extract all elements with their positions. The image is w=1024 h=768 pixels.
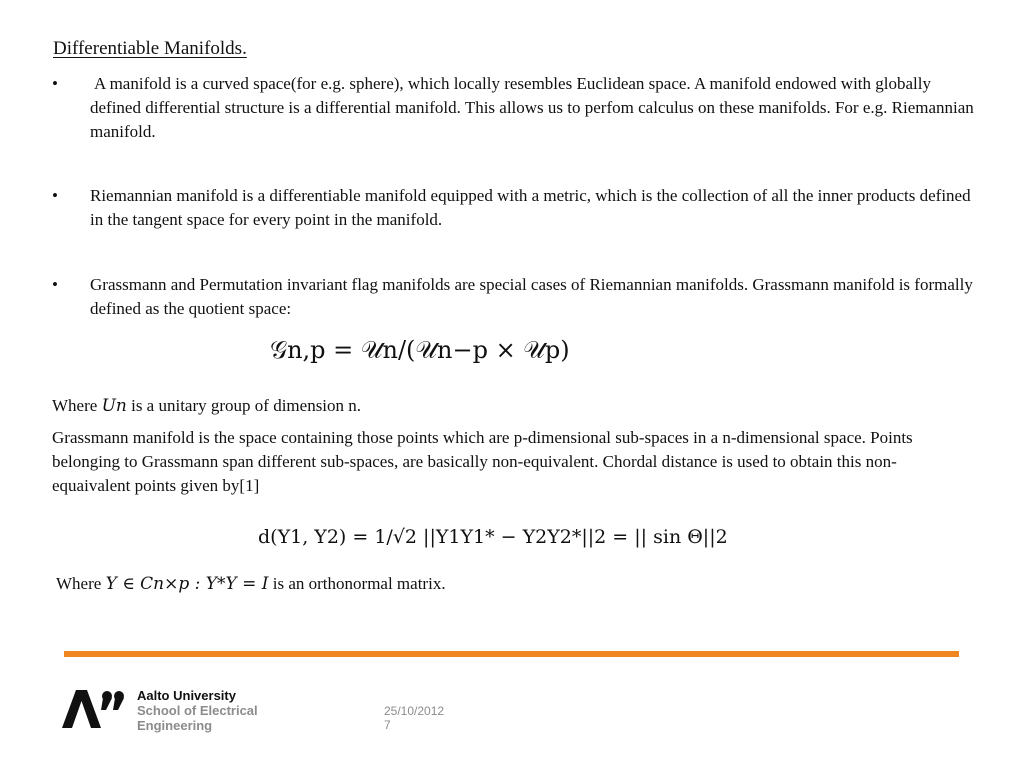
organization-name (137, 688, 258, 733)
where-prefix: Where (56, 574, 106, 593)
chordal-distance-equation (258, 526, 728, 548)
bullet-icon: • (52, 186, 58, 205)
grassmann-paragraph: Grassmann manifold is the space containing those points which are p-dimensional sub-spaces in a n-dimensional space. Points belonging to Grassmann span different sub-spaces, are basically non-equivalent. Chordal distance is used to obtain this non-equaivalent points given by[1] (52, 428, 913, 495)
where-suffix: is a unitary group of dimension n. (126, 396, 362, 415)
equation-text: 𝒢n,p = 𝒰n/(𝒰n−p × 𝒰p) (270, 336, 570, 364)
slide-date: 25/10/2012 (384, 704, 445, 718)
bullet-text: Riemannian manifold is a differentiable manifold equipped with a metric, which is the collection of all the inner products defined in the tangent space for every point in the manifold. (90, 186, 971, 229)
where-orthonormal-line (56, 572, 976, 596)
where-prefix: Where (52, 396, 102, 415)
unitary-symbol: Un (101, 396, 127, 416)
equation-text: d(Y1, Y2) = 1/√2 ||Y1Y1* − Y2Y2*||2 = || sin Θ||2 (258, 526, 728, 548)
bullet-icon: • (52, 74, 58, 93)
aalto-logo-icon (62, 690, 126, 730)
slide-title: Differentiable Manifolds. (53, 38, 247, 59)
org-school-line2: Engineering (137, 718, 213, 733)
footer-divider (64, 651, 959, 657)
orthonormal-math: Y ∈ Cn×p : Y*Y = I (105, 574, 269, 594)
grassmann-equation (270, 336, 570, 364)
where-suffix: is an orthonormal matrix. (268, 574, 446, 593)
where-unitary-line (52, 394, 972, 418)
org-school-line1: School of Electrical (137, 703, 258, 718)
bullet-text: Grassmann and Permutation invariant flag manifolds are special cases of Riemannian manifolds. Grassmann manifold is formally defined as the quotient space: (90, 275, 973, 318)
org-university: Aalto University (137, 688, 236, 703)
bullet-icon: • (52, 275, 58, 294)
bullet-text: A manifold is a curved space(for e.g. sphere), which locally resembles Euclidean space. A manifold endowed with globally defined differential structure is a differential manifold. This allows us to perfom calculus on these manifolds. For e.g. Riemannian manifold. (90, 74, 974, 141)
slide-meta (384, 704, 444, 732)
slide-page-number: 7 (384, 718, 391, 732)
